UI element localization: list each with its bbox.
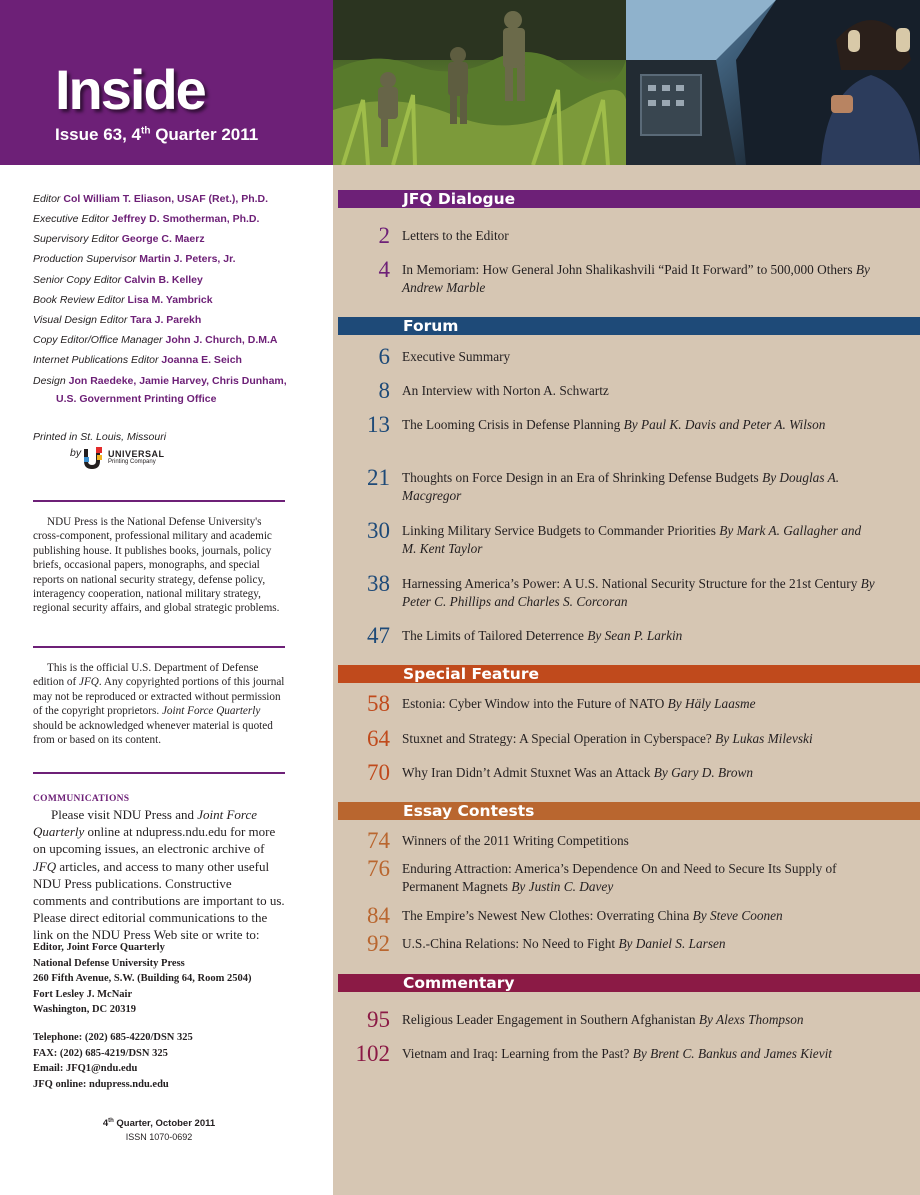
about-paragraph: NDU Press is the National Defense University's cross-component, professional military and academic publishing house. It publishes books, journals, policy briefs, occasional papers, monographs, and special reports on national security strategy, defense policy, interagency cooperation, national military strategy, regional security affairs, and global strategic problems. xyxy=(33,516,280,615)
page-number: 8 xyxy=(378,378,390,403)
issue-tail: Quarter 2011 xyxy=(150,125,259,144)
page-number: 13 xyxy=(367,412,390,437)
soldiers-photo xyxy=(333,0,626,165)
article-title: Vietnam and Iraq: Learning from the Past? xyxy=(402,1046,630,1061)
page-number: 95 xyxy=(367,1007,390,1032)
article-byline: By Andrew Marble xyxy=(402,262,870,295)
address-line: National Defense University Press xyxy=(33,957,185,969)
official-jfq: JFQ xyxy=(79,676,99,689)
divider xyxy=(33,646,285,648)
staff-names: Jon Raedeke, Jamie Harvey, Chris Dunham, xyxy=(68,375,287,387)
article-byline: By Peter C. Phillips and Charles S. Corcoran xyxy=(402,576,875,609)
article-entry[interactable] xyxy=(402,1045,877,1063)
page-number: 30 xyxy=(367,518,390,543)
issue-date xyxy=(33,1118,285,1129)
cockpit-photo-art xyxy=(626,0,920,165)
page-number: 4 xyxy=(378,257,390,282)
official-text: This is the official U.S. Department of Defense edition of xyxy=(33,662,259,689)
printer-by: by xyxy=(70,447,82,459)
staff-role: Copy Editor/Office Manager xyxy=(33,334,163,346)
staff-line-continued xyxy=(56,392,216,406)
page-number: 6 xyxy=(378,344,390,369)
staff-role: Visual Design Editor xyxy=(33,314,128,326)
comm-text: Please visit NDU Press and xyxy=(51,807,198,822)
page-number: 70 xyxy=(367,760,390,785)
staff-role: Senior Copy Editor xyxy=(33,274,122,286)
staff-line xyxy=(33,374,287,388)
comm-jfq-full: Joint Force Quarterly xyxy=(33,807,258,840)
contact-website[interactable]: JFQ online: ndupress.ndu.edu xyxy=(33,1078,169,1090)
staff-line xyxy=(33,313,201,327)
article-byline: By Daniel S. Larsen xyxy=(618,936,726,951)
staff-line xyxy=(33,333,278,347)
printer-logo-sub: Printing Company xyxy=(108,459,156,465)
article-entry[interactable] xyxy=(402,522,877,558)
article-entry[interactable] xyxy=(402,416,877,434)
article-entry[interactable] xyxy=(402,627,877,645)
issue-ordinal: th xyxy=(141,125,151,137)
article-entry[interactable] xyxy=(402,730,877,748)
page-number: 38 xyxy=(367,571,390,596)
article-byline: By Lukas Milevski xyxy=(715,731,813,746)
staff-line xyxy=(33,273,203,287)
address-line: 260 Fifth Avenue, S.W. (Building 64, Room 2504) xyxy=(33,973,252,984)
page-number: 102 xyxy=(355,1041,390,1066)
staff-names: George C. Maerz xyxy=(121,233,205,245)
address-line: Fort Lesley J. McNair xyxy=(33,988,133,1000)
article-entry[interactable] xyxy=(402,935,877,953)
article-title: Letters to the Editor xyxy=(402,228,509,243)
article-entry[interactable] xyxy=(402,1011,877,1029)
article-entry[interactable] xyxy=(402,261,877,297)
issue-label xyxy=(55,125,258,145)
article-entry[interactable] xyxy=(402,764,877,782)
address-block xyxy=(33,940,252,1018)
soldiers-photo-art xyxy=(333,0,626,165)
official-jfq-full: Joint Force Quarterly xyxy=(161,705,261,718)
staff-role: Design xyxy=(33,375,66,387)
article-title: Why Iran Didn’t Admit Stuxnet Was an Attack xyxy=(402,765,651,780)
comm-jfq: JFQ xyxy=(33,858,57,874)
communications-heading: COMMUNICATIONS xyxy=(33,794,130,804)
staff-names: Tara J. Parekh xyxy=(130,314,202,326)
page-number: 2 xyxy=(378,223,390,248)
staff-line xyxy=(33,212,259,226)
article-entry[interactable] xyxy=(402,227,877,245)
page-number: 58 xyxy=(367,691,390,716)
staff-names: Jeffrey D. Smotherman, Ph.D. xyxy=(111,213,260,225)
issue-text: Issue 63, 4 xyxy=(55,125,142,144)
article-title: Thoughts on Force Design in an Era of Shrinking Defense Budgets xyxy=(402,470,759,485)
page-number: 47 xyxy=(367,623,390,648)
staff-role: Production Supervisor xyxy=(33,253,137,265)
printer-logo-name: UNIVERSAL xyxy=(108,449,165,459)
staff-role: Editor xyxy=(33,193,61,205)
page-number: 74 xyxy=(367,828,390,853)
article-byline: By Mark A. Gallagher and M. Kent Taylor xyxy=(402,523,862,556)
article-title: Linking Military Service Budgets to Commander Priorities xyxy=(402,523,716,538)
communications-paragraph xyxy=(33,806,285,944)
date-text: Quarter, October 2011 xyxy=(113,1118,216,1130)
page-number: 76 xyxy=(367,856,390,881)
article-title: In Memoriam: How General John Shalikashvili “Paid It Forward” to 500,000 Others xyxy=(402,262,853,277)
article-byline: By Sean P. Larkin xyxy=(587,628,683,643)
page-number: 21 xyxy=(367,465,390,490)
contact-email[interactable]: Email: JFQ1@ndu.edu xyxy=(33,1063,138,1074)
article-title: Enduring Attraction: America’s Dependence On and Need to Secure Its Supply of Permanent Magnets xyxy=(402,861,837,894)
section-title: JFQ Dialogue xyxy=(403,190,516,208)
official-paragraph xyxy=(33,661,285,747)
article-entry[interactable] xyxy=(402,695,877,713)
article-byline: By Brent C. Bankus and James Kievit xyxy=(632,1046,833,1061)
staff-line xyxy=(33,232,205,246)
staff-names: Lisa M. Yambrick xyxy=(127,294,213,306)
article-byline: By Häly Laasme xyxy=(667,696,756,711)
staff-names: Calvin B. Kelley xyxy=(124,274,203,286)
article-title: U.S.-China Relations: No Need to Fight xyxy=(402,936,616,951)
printed-text: Printed in St. Louis, Missouri xyxy=(33,431,167,443)
article-entry[interactable] xyxy=(402,860,877,896)
official-text: . Any copyrighted portions of this journal may not be reproduced or extracted without permission of the copyright proprietors. xyxy=(33,676,285,718)
contact-phone: Telephone: (202) 685-4220/DSN 325 xyxy=(33,1032,193,1043)
staff-names: Martin J. Peters, Jr. xyxy=(139,253,236,265)
date-text: 4 xyxy=(102,1118,109,1130)
staff-role: Internet Publications Editor xyxy=(33,354,159,366)
article-title: An Interview with Norton A. Schwartz xyxy=(402,383,609,398)
article-title: Executive Summary xyxy=(402,349,511,364)
article-byline: By Steve Coonen xyxy=(692,908,783,923)
article-entry[interactable] xyxy=(402,575,877,611)
staff-names: Joanna E. Seich xyxy=(161,354,242,366)
section-title: Special Feature xyxy=(403,665,539,683)
article-byline: By Gary D. Brown xyxy=(653,765,754,780)
article-title: Estonia: Cyber Window into the Future of NATO xyxy=(402,696,665,711)
section-title: Commentary xyxy=(403,974,515,992)
article-title: The Looming Crisis in Defense Planning xyxy=(402,417,621,432)
article-byline: By Justin C. Davey xyxy=(511,879,614,894)
page-title: Inside xyxy=(55,58,205,121)
section-title: Forum xyxy=(403,317,459,335)
article-title: Stuxnet and Strategy: A Special Operation in Cyberspace? xyxy=(402,731,712,746)
article-title: The Empire’s Newest New Clothes: Overrating China xyxy=(402,908,690,923)
comm-text: articles, and access to many other useful NDU Press publications. Constructive comments and contributions are important to us. Please direct editorial communications to the link on the NDU Press Web site or write to: xyxy=(33,858,285,943)
staff-role: Supervisory Editor xyxy=(33,233,119,245)
staff-line xyxy=(33,353,242,367)
staff-names: U.S. Government Printing Office xyxy=(56,393,217,405)
article-title: The Limits of Tailored Deterrence xyxy=(402,628,584,643)
article-entry[interactable] xyxy=(402,469,877,505)
official-text: should be acknowledged whenever material is quoted from or based on its content. xyxy=(33,719,273,747)
article-byline: By Paul K. Davis and Peter A. Wilson xyxy=(623,417,826,432)
staff-names: John J. Church, D.M.A xyxy=(165,334,278,346)
section-title: Essay Contests xyxy=(403,802,535,820)
article-title: Winners of the 2011 Writing Competitions xyxy=(402,833,629,848)
comm-text: online at ndupress.ndu.edu for more on upcoming issues, an electronic archive of xyxy=(33,824,276,857)
article-entry[interactable] xyxy=(402,832,877,850)
article-byline: By Douglas A. Macgregor xyxy=(402,470,840,503)
cockpit-photo xyxy=(626,0,920,165)
article-entry[interactable] xyxy=(402,348,877,366)
page-number: 92 xyxy=(367,931,390,956)
article-byline: By Alexs Thompson xyxy=(698,1012,804,1027)
address-line: Editor, Joint Force Quarterly xyxy=(33,942,165,953)
article-entry[interactable] xyxy=(402,382,877,400)
article-title: Harnessing America’s Power: A U.S. National Security Structure for the 21st Century xyxy=(402,576,858,591)
article-entry[interactable] xyxy=(402,907,877,925)
contact-block xyxy=(33,1030,193,1092)
staff-role: Executive Editor xyxy=(33,213,109,225)
staff-line xyxy=(33,252,236,266)
contact-fax: FAX: (202) 685-4219/DSN 325 xyxy=(33,1047,168,1059)
printed-location xyxy=(33,430,166,444)
staff-line xyxy=(33,293,213,307)
address-line: Washington, DC 20319 xyxy=(33,1004,136,1015)
printer-logo xyxy=(84,447,174,471)
article-title: Religious Leader Engagement in Southern Afghanistan xyxy=(402,1012,696,1027)
date-ordinal: th xyxy=(108,1118,114,1124)
divider xyxy=(33,500,285,502)
staff-role: Book Review Editor xyxy=(33,294,125,306)
divider xyxy=(33,772,285,774)
printer-logo-mark xyxy=(84,447,104,469)
issn: ISSN 1070-0692 xyxy=(125,1132,193,1142)
printer-byline xyxy=(70,446,81,460)
page-number: 84 xyxy=(367,903,390,928)
staff-line xyxy=(33,192,268,206)
page-number: 64 xyxy=(367,726,390,751)
staff-names: Col William T. Eliason, USAF (Ret.), Ph.D. xyxy=(63,193,269,205)
